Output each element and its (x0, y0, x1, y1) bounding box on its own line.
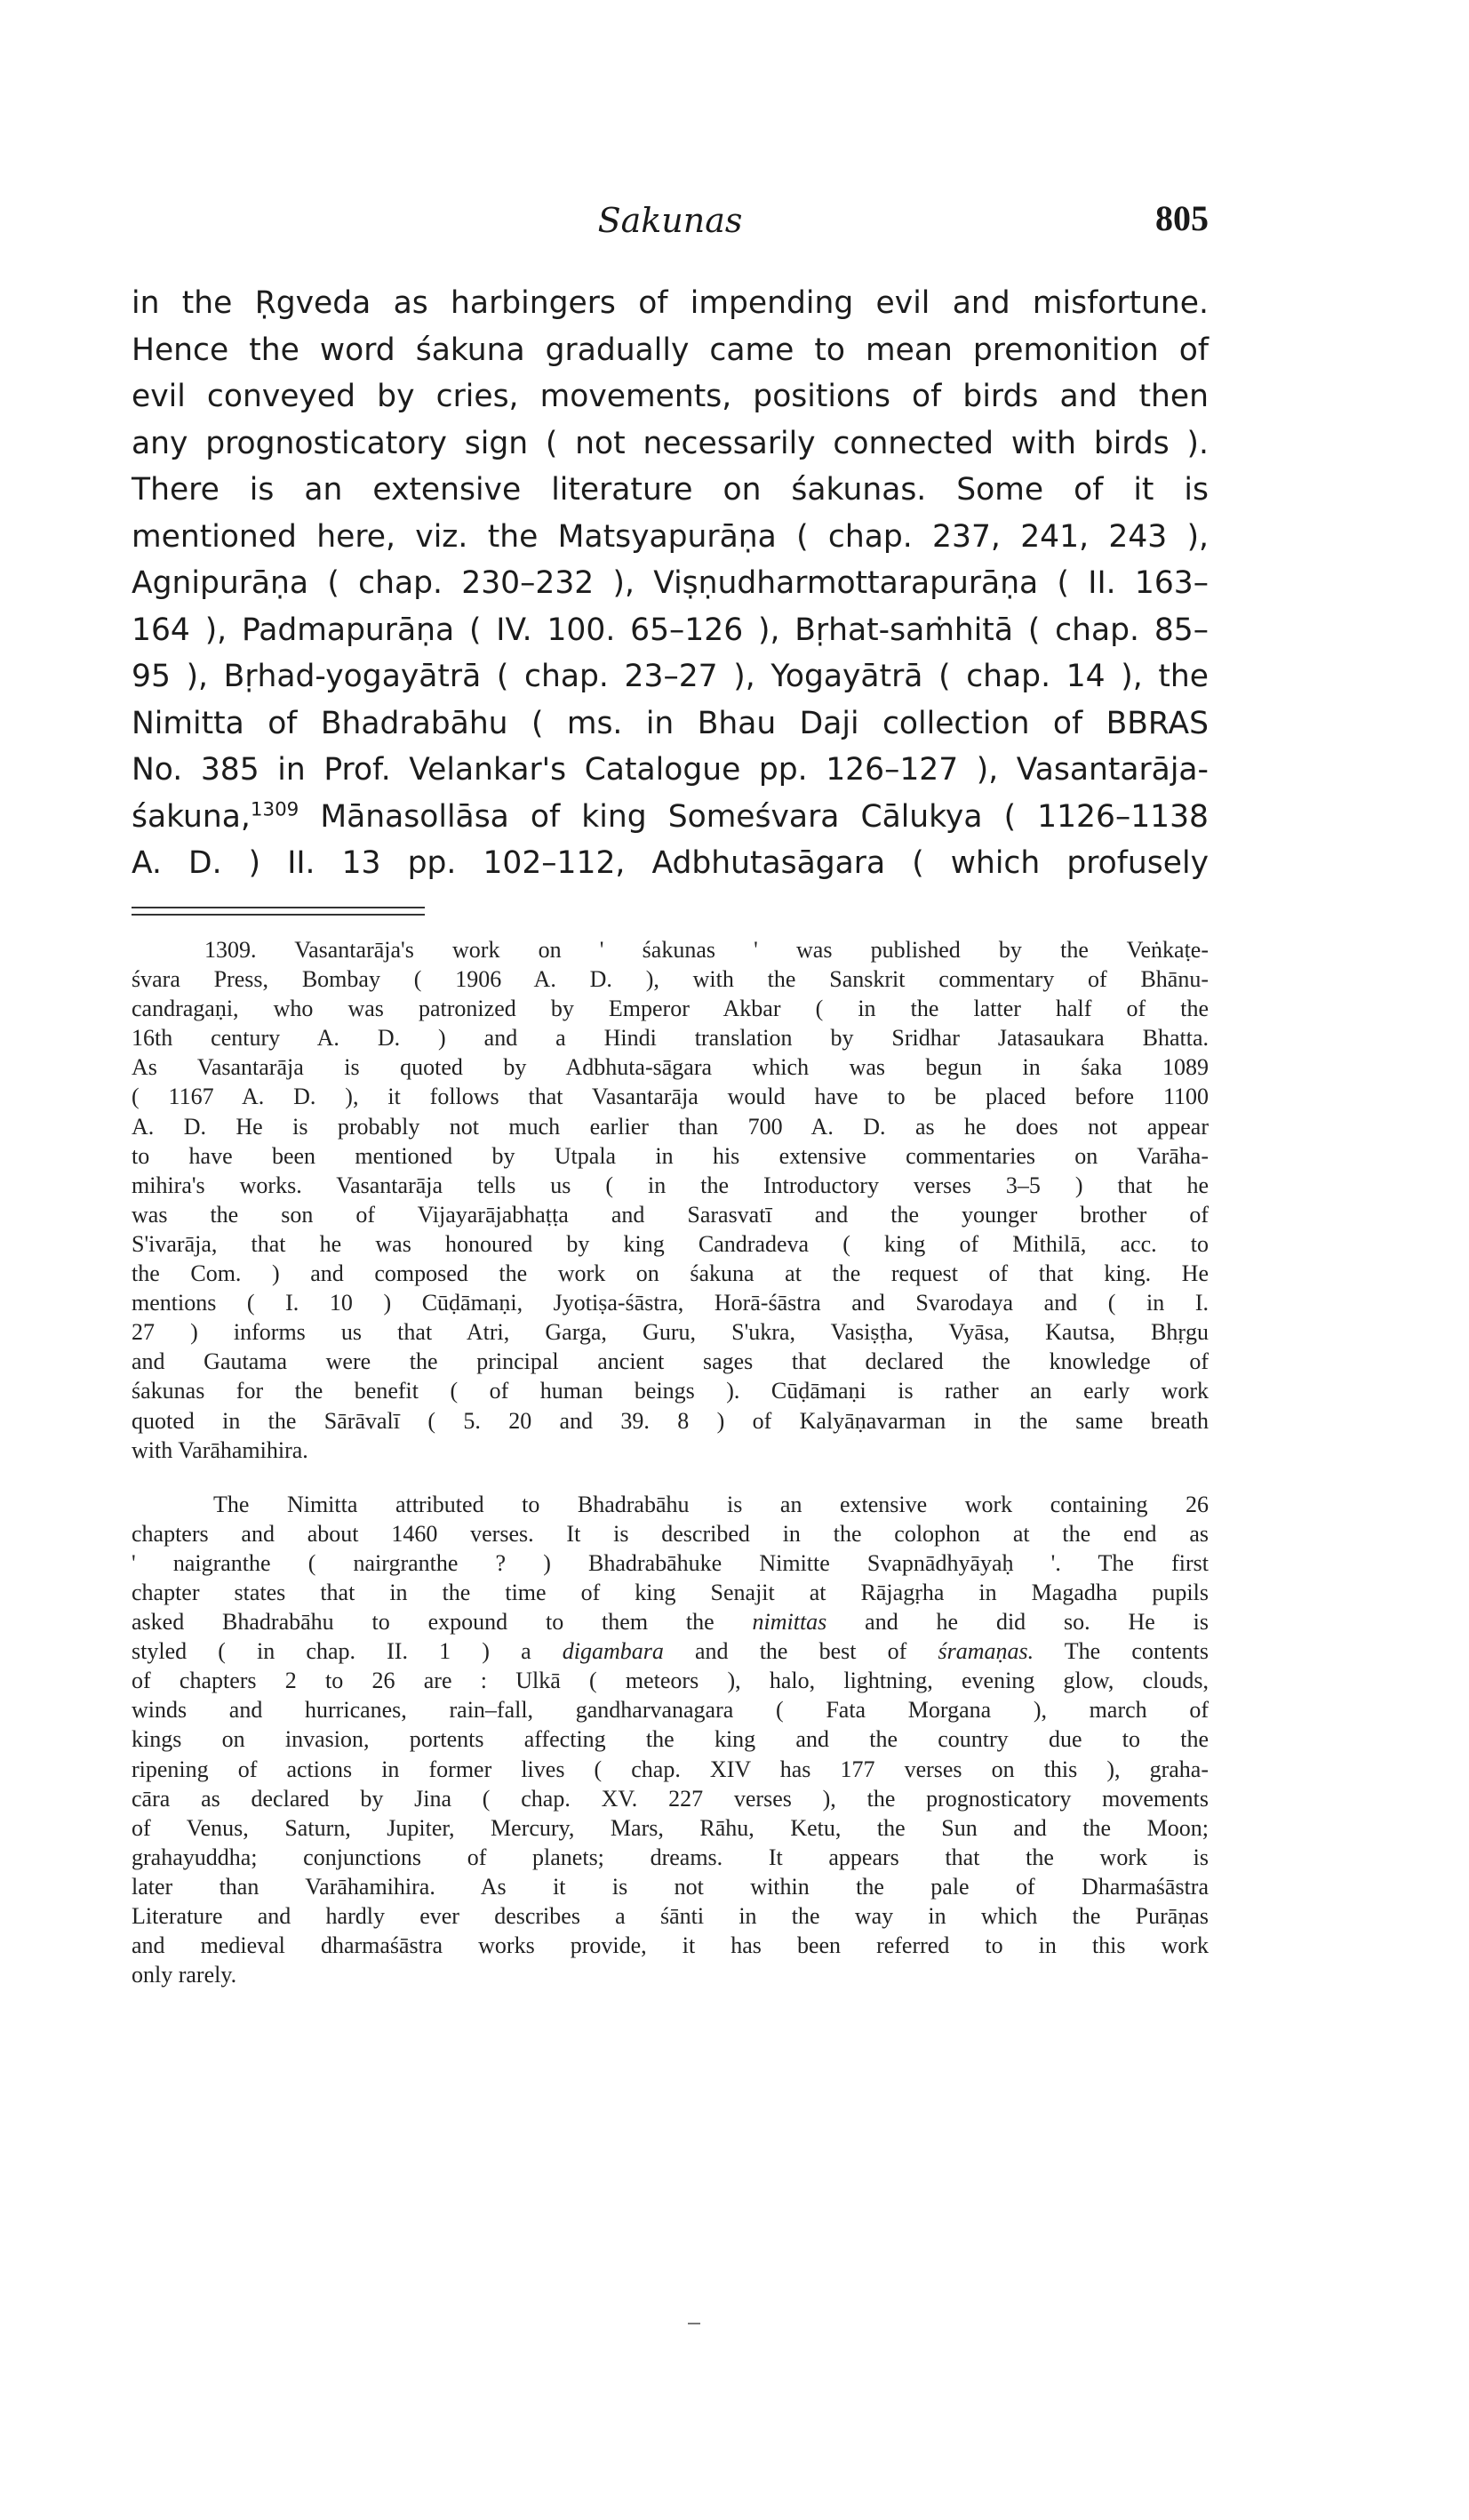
footnote-line: was the son of Vijayarājabhaṭṭa and Sarasvatī and the younger brother of (132, 1201, 1209, 1228)
footnote-line: ' naigranthe ( nairgranthe ? ) Bhadrabāhuke Nimitte Svapnādhyāyaḥ '. The first (132, 1549, 1209, 1576)
footnote-line: A. D. He is probably not much earlier than 700 A. D. as he does not appear (132, 1113, 1209, 1140)
text-line: No. 385 in Prof. Velankar's Catalogue pp. 126–127 ), Vasantarāja- (132, 752, 1209, 788)
text-fragment: The contents (1034, 1638, 1209, 1665)
italic-term: nimittas (752, 1609, 827, 1636)
footnote-line: winds and hurricanes, rain–fall, gandharvanagara ( Fata Morgana ), march of (132, 1697, 1209, 1724)
footnote-line: with Varāhamihira. (132, 1436, 308, 1463)
footnote-line: quoted in the Sārāvalī ( 5. 20 and 39. 8 ) of Kalyāṇavarman in the same breath (132, 1407, 1209, 1434)
text-fragment: Mānasollāsa of king Someśvara Cālukya ( 1126–1138 (299, 798, 1209, 835)
footnote-line: mentions ( I. 10 ) Cūḍāmaṇi, Jyotiṣa-śāstra, Horā-śāstra and Svarodaya and ( in I. (132, 1290, 1209, 1316)
footnote-line (132, 1607, 1209, 1636)
text-line: Nimitta of Bhadrabāhu ( ms. in Bhau Daji collection of BBRAS (132, 705, 1209, 741)
footnote-line: 27 ) informs us that Atri, Garga, Guru, S'ukra, Vasiṣṭha, Vyāsa, Kautsa, Bhṛgu (132, 1319, 1209, 1346)
footnote-line: to have been mentioned by Utpala in his extensive commentaries on Varāha- (132, 1142, 1209, 1169)
footnote-line: only rarely. (132, 1962, 237, 1988)
text-fragment: styled ( in chap. II. 1 ) a (132, 1638, 563, 1665)
footnote-line: and medieval dharmaśāstra works provide, it has been referred to in this work (132, 1932, 1209, 1959)
text-line: 95 ), Bṛhad-yogayātrā ( chap. 23–27 ), Yogayātrā ( chap. 14 ), the (132, 659, 1209, 694)
footnote-reference[interactable]: 1309 (250, 798, 299, 820)
text-line: 164 ), Padmapurāṇa ( IV. 100. 65–126 ), Bṛhat-saṁhitā ( chap. 85– (132, 612, 1209, 648)
footnote-line: S'ivarāja, that he was honoured by king Candradeva ( king of Mithilā, acc. to (132, 1230, 1209, 1257)
footnote-line: of chapters 2 to 26 are : Ulkā ( meteors ), halo, lightning, evening glow, clouds, (132, 1668, 1209, 1694)
footnote-line: chapters and about 1460 verses. It is described in the colophon at the end as (132, 1520, 1209, 1547)
italic-term: śramaṇas. (938, 1638, 1034, 1665)
footnote-line: 16th century A. D. ) and a Hindi translation by Sridhar Jatasaukara Bhatta. (132, 1025, 1209, 1052)
footnote-separator (132, 914, 425, 916)
text-line: A. D. ) II. 13 pp. 102–112, Adbhutasāgara ( which profusely (132, 845, 1209, 881)
text-line: any prognosticatory sign ( not necessarily connected with birds ). (132, 425, 1209, 461)
footnote-line: The Nimitta attributed to Bhadrabāhu is an extensive work containing 26 (213, 1491, 1209, 1517)
stray-print-mark (688, 2323, 700, 2324)
footnote-line: candragaṇi, who was patronized by Emperor Akbar ( in the latter half of the (132, 996, 1209, 1022)
text-line: Hence the word śakuna gradually came to mean premonition of (132, 332, 1209, 368)
footnote-line: of Venus, Saturn, Jupiter, Mercury, Mars, Rāhu, Ketu, the Sun and the Moon; (132, 1814, 1209, 1841)
text-line: in the Ṛgveda as harbingers of impending evil and misfortune. (132, 285, 1209, 321)
footnote-line: and Gautama were the principal ancient sages that declared the knowledge of (132, 1348, 1209, 1375)
text-fragment: and the best of (663, 1638, 938, 1665)
footnote-line: the Com. ) and composed the work on śakuna at the request of that king. He (132, 1260, 1209, 1287)
italic-term: digambara (562, 1638, 664, 1665)
footnote-line: kings on invasion, portents affecting the king and the country due to the (132, 1726, 1209, 1753)
text-fragment: and he did so. He is (826, 1609, 1209, 1636)
footnote-line: mihira's works. Vasantarāja tells us ( in the Introductory verses 3–5 ) that he (132, 1172, 1209, 1198)
text-line (132, 794, 1209, 841)
text-line: Agnipurāṇa ( chap. 230–232 ), Viṣṇudharmottarapurāṇa ( II. 163– (132, 565, 1209, 601)
text-line: evil conveyed by cries, movements, positions of birds and then (132, 379, 1209, 414)
footnote-line: grahayuddha; conjunctions of planets; dreams. It appears that the work is (132, 1844, 1209, 1870)
footnote-line: 1309. Vasantarāja's work on ' śakunas ' was published by the Veṅkaṭe- (204, 937, 1209, 963)
text-line: There is an extensive literature on śakunas. Some of it is (132, 472, 1209, 508)
footnote-1309 (132, 935, 1209, 1465)
footnote-line: Literature and hardly ever describes a śānti in the way in which the Purāṇas (132, 1903, 1209, 1929)
footnote-nimitta-paragraph (132, 1490, 1209, 1990)
main-text (132, 280, 1209, 887)
footnote-line: cāra as declared by Jina ( chap. XV. 227 verses ), the prognosticatory movements (132, 1785, 1209, 1812)
text-fragment: asked Bhadrabāhu to expound to them the (132, 1609, 753, 1636)
footnote-line: later than Varāhamihira. As it is not within the pale of Dharmaśāstra (132, 1873, 1209, 1900)
text-fragment: śakuna, (132, 798, 251, 835)
footnote-line: ( 1167 A. D. ), it follows that Vasantarāja would have to be placed before 1100 (132, 1084, 1209, 1110)
footnote-line: śakunas for the benefit ( of human beings ). Cūḍāmaṇi is rather an early work (132, 1378, 1209, 1404)
running-header (132, 197, 1209, 251)
footnotes (132, 935, 1209, 1989)
footnote-separator (132, 907, 425, 908)
footnote-line: śvara Press, Bombay ( 1906 A. D. ), with the Sanskrit commentary of Bhānu- (132, 966, 1209, 993)
footnote-line: chapter states that in the time of king Senajit at Rājagṛha in Magadha pupils (132, 1579, 1209, 1605)
text-line: mentioned here, viz. the Matsyapurāṇa ( chap. 237, 241, 243 ), (132, 518, 1209, 555)
footnote-line: ripening of actions in former lives ( chap. XIV has 177 verses on this ), graha- (132, 1756, 1209, 1782)
footnote-line: As Vasantarāja is quoted by Adbhuta-sāgara which was begun in śaka 1089 (132, 1054, 1209, 1081)
footnote-line (132, 1636, 1209, 1666)
page-number: 805 (1155, 198, 1209, 238)
running-title: Sakunas (597, 201, 743, 240)
